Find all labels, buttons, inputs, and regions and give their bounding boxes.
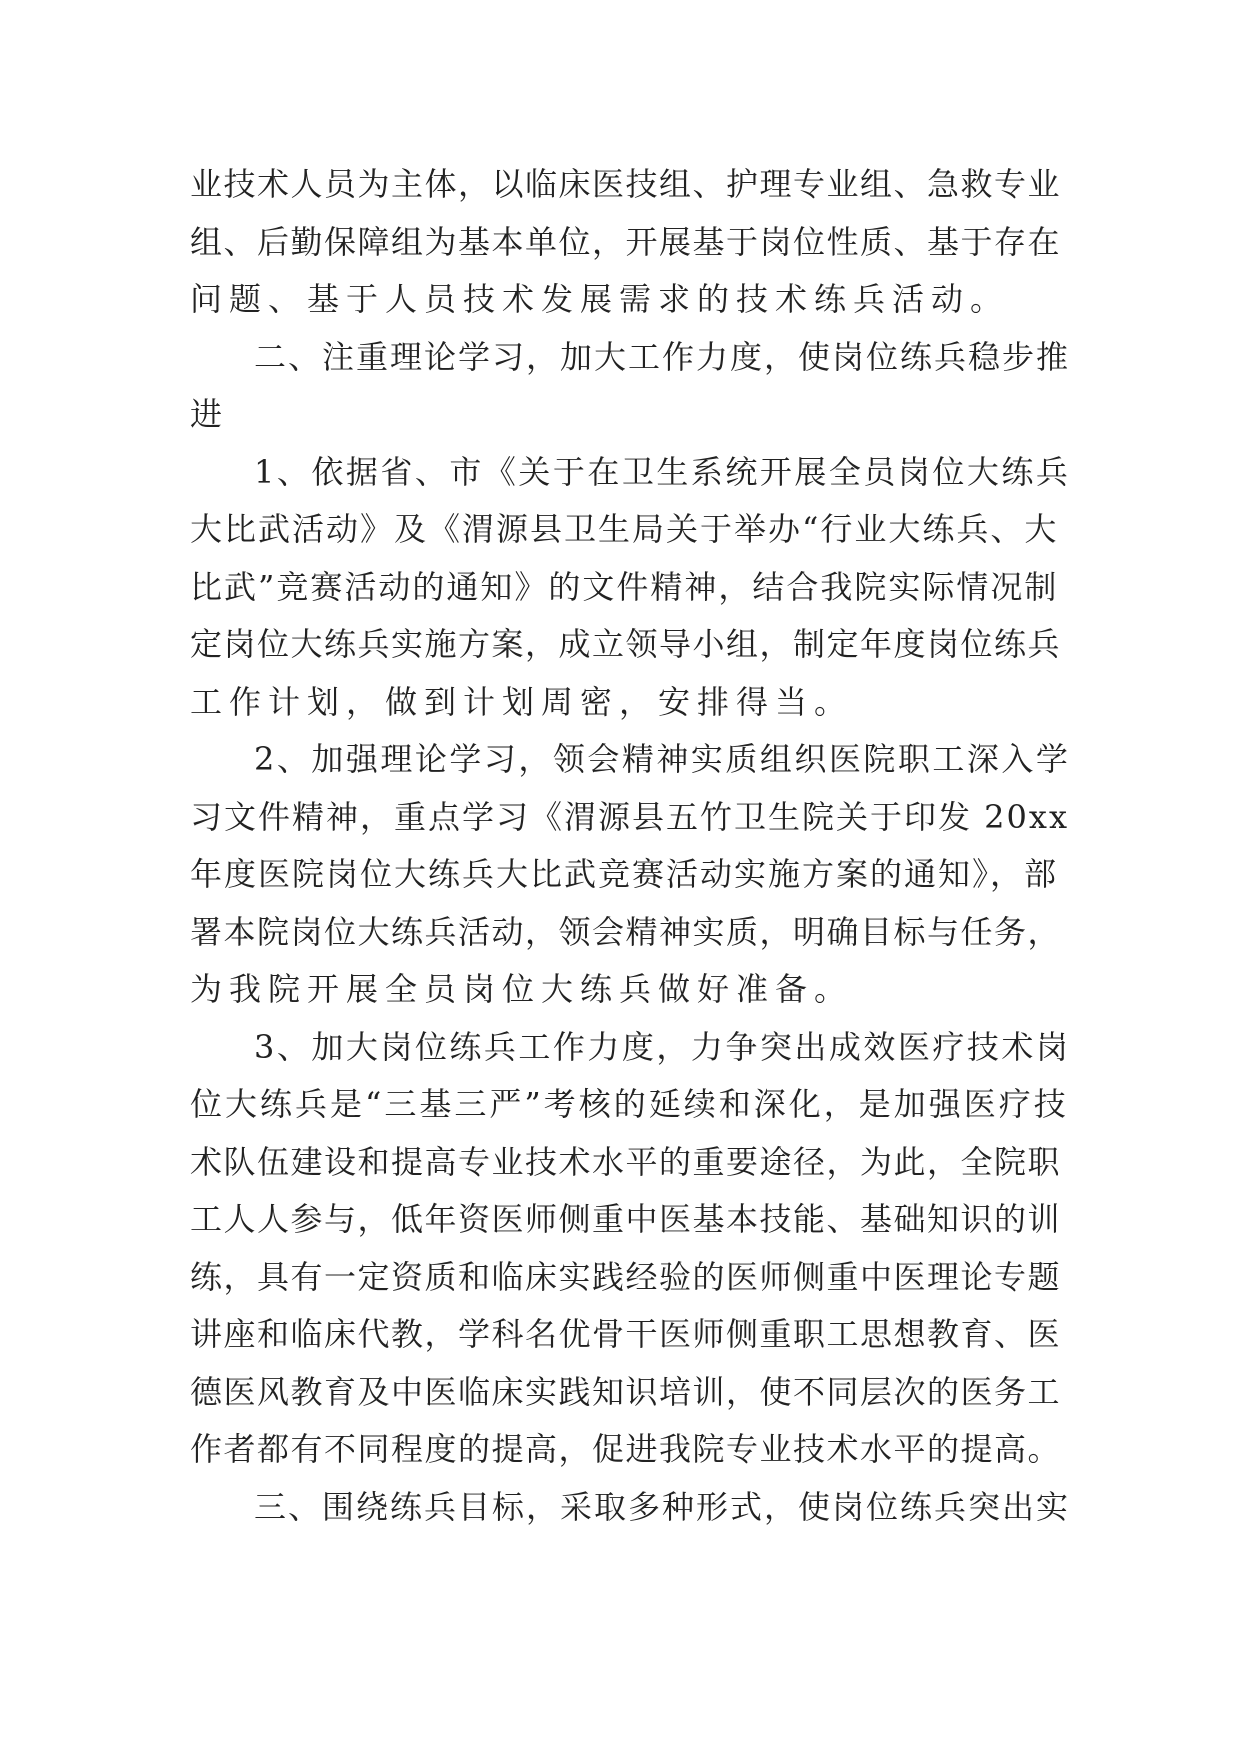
text-line: 位大练兵是“三基三严”考核的延续和深化，是加强医疗技 xyxy=(190,1085,1069,1123)
text-line: 术队伍建设和提高专业技术水平的重要途径，为此，全院职 xyxy=(190,1142,1062,1181)
text-line: 定岗位大练兵实施方案，成立领导小组，制定年度岗位练兵 xyxy=(190,625,1062,663)
text-line: 署本院岗位大练兵活动，领会精神实质，明确目标与任务， xyxy=(190,912,1062,951)
text-line: 问题、基于人员技术发展需求的技术练兵活动。 xyxy=(190,280,1010,318)
text-line: 习文件精神，重点学习《渭源县五竹卫生院关于印发 20xx xyxy=(190,797,1069,836)
text-line: 业技术人员为主体，以临床医技组、护理专业组、急救专业 xyxy=(190,165,1062,203)
text-line: 德医风教育及中医临床实践知识培训，使不同层次的医务工 xyxy=(190,1372,1062,1411)
text-line: 3、加大岗位练兵工作力度，力争突出成效医疗技术岗 xyxy=(254,1027,1071,1066)
text-line: 大比武活动》及《渭源县卫生局关于举办“行业大练兵、大 xyxy=(190,510,1059,548)
text-line: 三、围绕练兵目标，采取多种形式，使岗位练兵突出实 xyxy=(254,1487,1071,1526)
text-line: 为我院开展全员岗位大练兵做好准备。 xyxy=(190,970,854,1008)
text-line: 工人人参与，低年资医师侧重中医基本技能、基础知识的训 xyxy=(190,1200,1062,1238)
text-line: 作者都有不同程度的提高，促进我院专业技术水平的提高。 xyxy=(190,1430,1062,1468)
text-line: 组、后勤保障组为基本单位，开展基于岗位性质、基于存在 xyxy=(190,222,1062,261)
text-line: 工作计划，做到计划周密，安排得当。 xyxy=(190,682,854,721)
text-line: 年度医院岗位大练兵大比武竞赛活动实施方案的通知》，部 xyxy=(190,855,1059,893)
document-body xyxy=(190,156,1070,1536)
text-line: 讲座和临床代教，学科名优骨干医师侧重职工思想教育、医 xyxy=(190,1315,1062,1353)
text-line: 2、加强理论学习，领会精神实质组织医院职工深入学 xyxy=(254,740,1071,778)
text-line: 二、注重理论学习，加大工作力度，使岗位练兵稳步推 xyxy=(254,337,1071,376)
text-line: 练，具有一定资质和临床实践经验的医师侧重中医理论专题 xyxy=(190,1257,1062,1296)
text-line: 进 xyxy=(190,395,230,433)
text-line: 1、依据省、市《关于在卫生系统开展全员岗位大练兵 xyxy=(254,452,1071,491)
text-line: 比武”竞赛活动的通知》的文件精神，结合我院实际情况制 xyxy=(190,567,1059,606)
